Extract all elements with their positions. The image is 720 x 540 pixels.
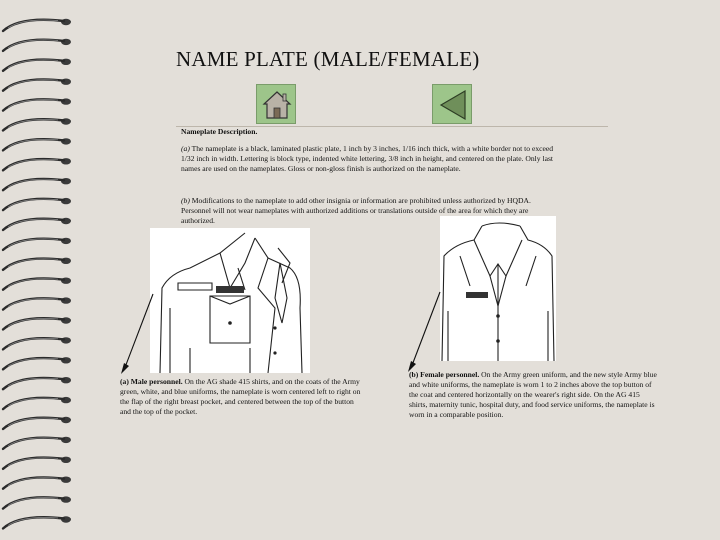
spiral-ring [3, 19, 71, 31]
male-caption-text: On the AG shade 415 shirts, and on the coats of the Army green, white, and blue uniforms, the nameplate is worn centered left to right on the flap of the right breast pocket, and centered between the top of the button and the top of the pocket. [120, 377, 361, 416]
back-button[interactable] [432, 84, 472, 124]
male-pointer-arrow [118, 292, 158, 376]
female-pointer-arrow [405, 290, 445, 374]
female-caption-lead: (b) Female personnel. [409, 370, 480, 379]
spiral-ring [3, 457, 71, 469]
spiral-ring [3, 278, 71, 290]
male-uniform-illustration [150, 228, 310, 373]
spiral-ring [3, 198, 71, 210]
female-caption [409, 370, 659, 420]
spiral-ring [3, 138, 71, 150]
back-arrow-icon [433, 85, 473, 125]
spiral-ring [3, 258, 71, 270]
paragraph-a [181, 144, 561, 174]
spiral-ring [3, 39, 71, 51]
spiral-ring [3, 59, 71, 71]
home-button[interactable] [256, 84, 296, 124]
male-caption-lead: (a) Male personnel. [120, 377, 183, 386]
spiral-ring [3, 317, 71, 329]
spiral-ring [3, 397, 71, 409]
female-caption-text: On the Army green uniform, and the new style Army blue and white uniforms, the nameplate is worn 1 to 2 inches above the top button of the coat and centered horizontally on the wearer's right side. On the AG 415 shirts, maternity tunic, hospital duty, and food service uniforms, the nameplate is worn in a comparable position. [409, 370, 657, 419]
spiral-ring [3, 158, 71, 170]
spiral-ring [3, 437, 71, 449]
spiral-ring [3, 417, 71, 429]
spiral-ring [3, 79, 71, 91]
female-uniform-illustration [440, 216, 556, 361]
paragraph-a-text: The nameplate is a black, laminated plastic plate, 1 inch by 3 inches, 1/16 inch thick, with a white border not to exceed 1/32 inch in width. Lettering is block type, indented white lettering, 3/8 inch in height, and centered on the plate. Only last names are used on the nameplates. Gloss or non-gloss finish is authorized on the nameplate. [181, 144, 554, 173]
home-icon [257, 85, 297, 125]
spiral-ring [3, 297, 71, 309]
spiral-ring [3, 98, 71, 110]
male-caption [120, 377, 365, 417]
paragraph-b-lead: (b) [181, 196, 190, 205]
spiral-ring [3, 357, 71, 369]
spiral-ring [3, 218, 71, 230]
paragraph-b-text: Modifications to the nameplate to add other insignia or information are prohibited unless authorized by HQDA. Personnel will not wear nameplates with authorized additions or translations outside of the area for which they are authorized. [181, 196, 531, 225]
spiral-ring [3, 516, 71, 528]
section-heading: Nameplate Description. [181, 127, 258, 136]
spiral-ring [3, 496, 71, 508]
spiral-ring [3, 178, 71, 190]
paragraph-a-lead: (a) [181, 144, 190, 153]
spiral-ring [3, 238, 71, 250]
spiral-binding [0, 0, 80, 540]
spiral-ring [3, 118, 71, 130]
spiral-ring [3, 377, 71, 389]
spiral-ring [3, 477, 71, 489]
spiral-ring [3, 337, 71, 349]
page-title: NAME PLATE (MALE/FEMALE) [176, 47, 480, 71]
